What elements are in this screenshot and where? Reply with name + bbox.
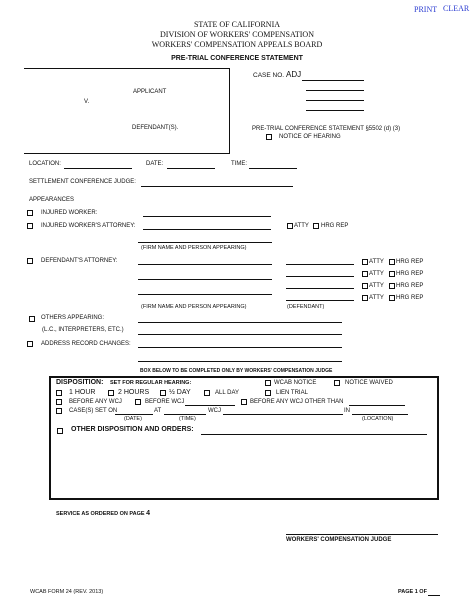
def-hrg-rep-label-4: HRG REP <box>396 295 424 301</box>
wcab-notice-checkbox[interactable] <box>265 380 271 386</box>
page-label: PAGE 1 OF <box>398 589 427 595</box>
iw-hrg-rep-label: HRG REP <box>321 223 349 229</box>
form-title: PRE-TRIAL CONFERENCE STATEMENT <box>171 55 303 62</box>
wcj-label: WCJ <box>208 408 221 414</box>
before-any-wcj-other-than-checkbox[interactable] <box>241 399 247 405</box>
case-no-prefix[interactable]: ADJ <box>286 70 302 79</box>
def-party-field-2[interactable] <box>286 276 354 277</box>
others-appearing-label: OTHERS APPEARING: <box>41 315 105 321</box>
others-appearing-field-2[interactable] <box>138 334 342 335</box>
date-label: DATE: <box>146 161 164 167</box>
all-day-label: ALL DAY <box>215 390 240 396</box>
judge-signature-label: WORKERS' COMPENSATION JUDGE <box>286 537 392 543</box>
settlement-judge-label: SETTLEMENT CONFERENCE JUDGE: <box>29 179 136 185</box>
in-label: IN <box>344 408 350 414</box>
case-no-field-4[interactable] <box>306 110 364 111</box>
injured-worker-field[interactable] <box>143 216 271 217</box>
print-link[interactable]: PRINT <box>414 5 438 14</box>
location-field[interactable] <box>64 168 132 169</box>
defendants-attorney-checkbox[interactable] <box>27 258 33 264</box>
two-hours-label: 2 HOURS <box>118 389 150 396</box>
firm-name-hint: (FIRM NAME AND PERSON APPEARING) <box>141 245 247 251</box>
def-atty-label-3: ATTY <box>369 283 384 289</box>
lien-trial-label: LIEN TRIAL <box>276 390 308 396</box>
injured-workers-attorney-label: INJURED WORKER'S ATTORNEY: <box>41 223 136 229</box>
before-wcj-field[interactable] <box>185 405 235 406</box>
before-any-wcj-label: BEFORE ANY WCJ <box>69 399 122 405</box>
page-number <box>398 589 427 595</box>
other-disposition-field[interactable] <box>201 434 427 435</box>
location-hint: (LOCATION) <box>362 416 394 422</box>
form-id: WCAB FORM 24 (REV. 2013) <box>30 589 104 595</box>
injured-workers-attorney-field[interactable] <box>143 229 271 230</box>
time-label: TIME: <box>231 161 247 167</box>
notice-waived-label: NOTICE WAIVED <box>345 380 393 386</box>
cases-location-field[interactable] <box>352 414 408 415</box>
other-than-wcj-field[interactable] <box>349 405 405 406</box>
caption-top-rule <box>24 68 230 69</box>
case-no-field-2[interactable] <box>306 90 364 91</box>
def-hrg-rep-label-1: HRG REP <box>396 259 424 265</box>
service-label <box>56 510 150 517</box>
def-atty-label-4: ATTY <box>369 295 384 301</box>
service-page: 4 <box>146 510 150 517</box>
half-day-label: ½ DAY <box>169 389 191 396</box>
cases-set-on-checkbox[interactable] <box>56 408 62 414</box>
address-changes-field-1[interactable] <box>138 347 342 348</box>
def-atty-checkbox-1[interactable] <box>362 259 368 265</box>
notice-waived-checkbox[interactable] <box>334 380 340 386</box>
caption-divider <box>229 68 230 153</box>
def-party-field-3[interactable] <box>286 288 354 289</box>
def-firm-field-2[interactable] <box>138 279 272 280</box>
def-atty-label-1: ATTY <box>369 259 384 265</box>
defendants-label: DEFENDANT(S). <box>132 125 179 131</box>
iw-atty-label: ATTY <box>294 223 309 229</box>
def-hrg-rep-checkbox-4[interactable] <box>389 295 395 301</box>
judge-box-note: BOX BELOW TO BE COMPLETED ONLY BY WORKERS' COMPENSATION JUDGE <box>140 368 333 374</box>
address-changes-field-2[interactable] <box>138 361 342 362</box>
injured-worker-label: INJURED WORKER: <box>41 210 98 216</box>
others-appearing-checkbox[interactable] <box>29 316 35 322</box>
at-label: AT <box>154 408 162 414</box>
iw-atty-checkbox[interactable] <box>287 223 293 229</box>
header-division: DIVISION OF WORKERS' COMPENSATION <box>160 30 314 39</box>
def-atty-label-2: ATTY <box>369 271 384 277</box>
cases-time-field[interactable] <box>164 414 206 415</box>
all-day-checkbox[interactable] <box>204 390 210 396</box>
disposition-label: DISPOSITION: <box>56 379 104 386</box>
set-for-hearing-label: SET FOR REGULAR HEARING: <box>110 380 192 386</box>
other-disposition-label: OTHER DISPOSITION AND ORDERS: <box>71 426 194 433</box>
notice-of-hearing-checkbox[interactable] <box>266 134 272 140</box>
appearances-heading: APPEARANCES <box>29 197 75 203</box>
before-wcj-label: BEFORE WCJ <box>145 399 185 405</box>
one-hour-label: 1 HOUR <box>69 389 96 396</box>
def-hrg-rep-checkbox-2[interactable] <box>389 271 395 277</box>
service-text: SERVICE AS ORDERED ON PAGE <box>56 511 145 517</box>
location-label: LOCATION: <box>29 161 61 167</box>
page-total-field[interactable] <box>428 595 440 596</box>
def-atty-checkbox-2[interactable] <box>362 271 368 277</box>
half-day-checkbox[interactable] <box>160 390 166 396</box>
defendant-hint: (DEFENDANT) <box>287 304 325 310</box>
before-wcj-checkbox[interactable] <box>135 399 141 405</box>
def-hrg-rep-label-3: HRG REP <box>396 283 424 289</box>
firm-name-hint-2: (FIRM NAME AND PERSON APPEARING) <box>141 304 247 310</box>
before-any-wcj-other-than-label: BEFORE ANY WCJ OTHER THAN <box>250 399 344 405</box>
caption-bottom-rule <box>24 153 230 154</box>
def-firm-field-1[interactable] <box>138 264 272 265</box>
statute-label: PRE-TRIAL CONFERENCE STATEMENT §5502 (d) (3) <box>252 126 401 132</box>
applicant-label: APPLICANT <box>133 89 167 95</box>
two-hours-checkbox[interactable] <box>108 390 114 396</box>
def-atty-checkbox-3[interactable] <box>362 283 368 289</box>
def-party-field-4[interactable] <box>286 300 354 301</box>
iw-hrg-rep-checkbox[interactable] <box>313 223 319 229</box>
before-any-wcj-checkbox[interactable] <box>56 399 62 405</box>
other-disposition-checkbox[interactable] <box>57 428 63 434</box>
def-hrg-rep-checkbox-1[interactable] <box>389 259 395 265</box>
def-hrg-rep-checkbox-3[interactable] <box>389 283 395 289</box>
cases-set-on-label: CASE(S) SET ON <box>69 408 118 414</box>
time-hint: (TIME) <box>179 416 196 422</box>
firm-name-rule <box>138 242 272 243</box>
date-field[interactable] <box>167 168 215 169</box>
clear-link[interactable]: CLEAR <box>443 4 470 13</box>
header-state: STATE OF CALIFORNIA <box>193 20 281 29</box>
settlement-judge-field[interactable] <box>141 186 293 187</box>
injured-workers-attorney-checkbox[interactable] <box>27 223 33 229</box>
cases-date-field[interactable] <box>115 414 153 415</box>
def-firm-field-3[interactable] <box>138 294 272 295</box>
lien-trial-checkbox[interactable] <box>265 390 271 396</box>
notice-of-hearing-label: NOTICE OF HEARING <box>279 134 341 140</box>
versus-label: V. <box>84 99 90 105</box>
def-hrg-rep-label-2: HRG REP <box>396 271 424 277</box>
defendants-attorney-label: DEFENDANT'S ATTORNEY: <box>41 258 118 264</box>
others-note: (L.C., INTERPRETERS, ETC.) <box>42 327 124 333</box>
case-no-label: CASE NO. <box>253 72 285 79</box>
others-appearing-field-1[interactable] <box>138 322 342 323</box>
def-atty-checkbox-4[interactable] <box>362 295 368 301</box>
def-party-field-1[interactable] <box>286 264 354 265</box>
time-field[interactable] <box>249 168 297 169</box>
judge-signature-line[interactable] <box>286 534 438 535</box>
one-hour-checkbox[interactable] <box>56 390 62 396</box>
cases-wcj-field[interactable] <box>223 414 343 415</box>
address-changes-checkbox[interactable] <box>27 341 33 347</box>
injured-worker-checkbox[interactable] <box>27 210 33 216</box>
wcab-notice-label: WCAB NOTICE <box>274 380 317 386</box>
header-board: WORKERS' COMPENSATION APPEALS BOARD <box>151 40 323 49</box>
address-changes-label: ADDRESS RECORD CHANGES: <box>41 341 131 347</box>
case-no-field-3[interactable] <box>306 100 364 101</box>
date-hint: (DATE) <box>124 416 142 422</box>
case-no-field-1[interactable] <box>302 80 364 81</box>
